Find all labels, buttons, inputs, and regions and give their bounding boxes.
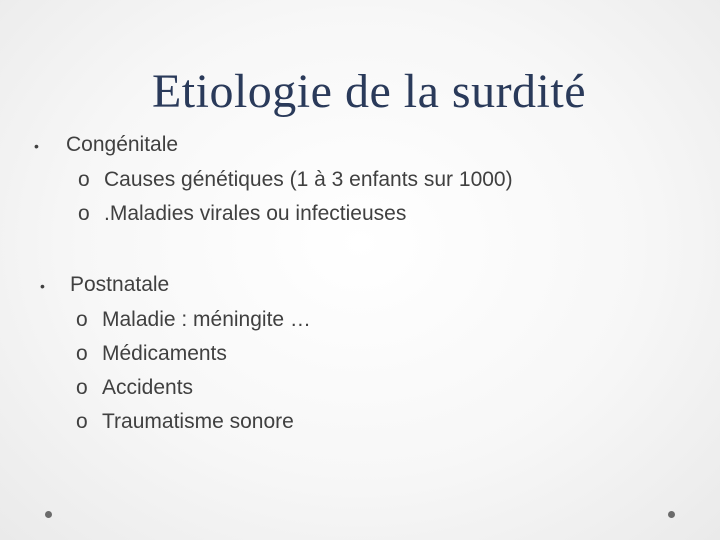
sub-bullet-icon: o — [76, 342, 88, 365]
section-congenitale — [34, 128, 513, 231]
decorative-dot-icon — [45, 511, 52, 518]
list-item — [34, 197, 513, 231]
list-item — [40, 303, 311, 337]
list-item — [34, 163, 513, 197]
section-heading-row — [34, 128, 513, 163]
section-heading: Congénitale — [66, 133, 179, 156]
sub-list — [34, 163, 513, 231]
section-heading: Postnatale — [70, 273, 170, 296]
list-item — [40, 337, 311, 371]
decorative-dot-icon — [668, 511, 675, 518]
bullet-icon: • — [34, 138, 39, 154]
sub-bullet-icon: o — [78, 202, 90, 225]
list-item-text: Causes génétiques (1 à 3 enfants sur 1000) — [104, 168, 513, 191]
sub-list — [40, 303, 311, 439]
list-item-text: Maladie : méningite … — [102, 308, 311, 331]
section-postnatale — [40, 268, 311, 439]
section-heading-row — [40, 268, 311, 303]
sub-bullet-icon: o — [76, 308, 88, 331]
sub-bullet-icon: o — [78, 168, 90, 191]
list-item-text: .Maladies virales ou infectieuses — [104, 202, 407, 225]
list-item-text: Traumatisme sonore — [102, 410, 294, 433]
list-item-text: Accidents — [102, 376, 194, 399]
slide-title: Etiologie de la surdité — [151, 65, 587, 118]
bullet-icon: • — [40, 278, 45, 294]
list-item-text: Médicaments — [102, 342, 227, 365]
list-item — [40, 405, 311, 439]
sub-bullet-icon: o — [76, 410, 88, 433]
list-item — [40, 371, 311, 405]
sub-bullet-icon: o — [76, 376, 88, 399]
